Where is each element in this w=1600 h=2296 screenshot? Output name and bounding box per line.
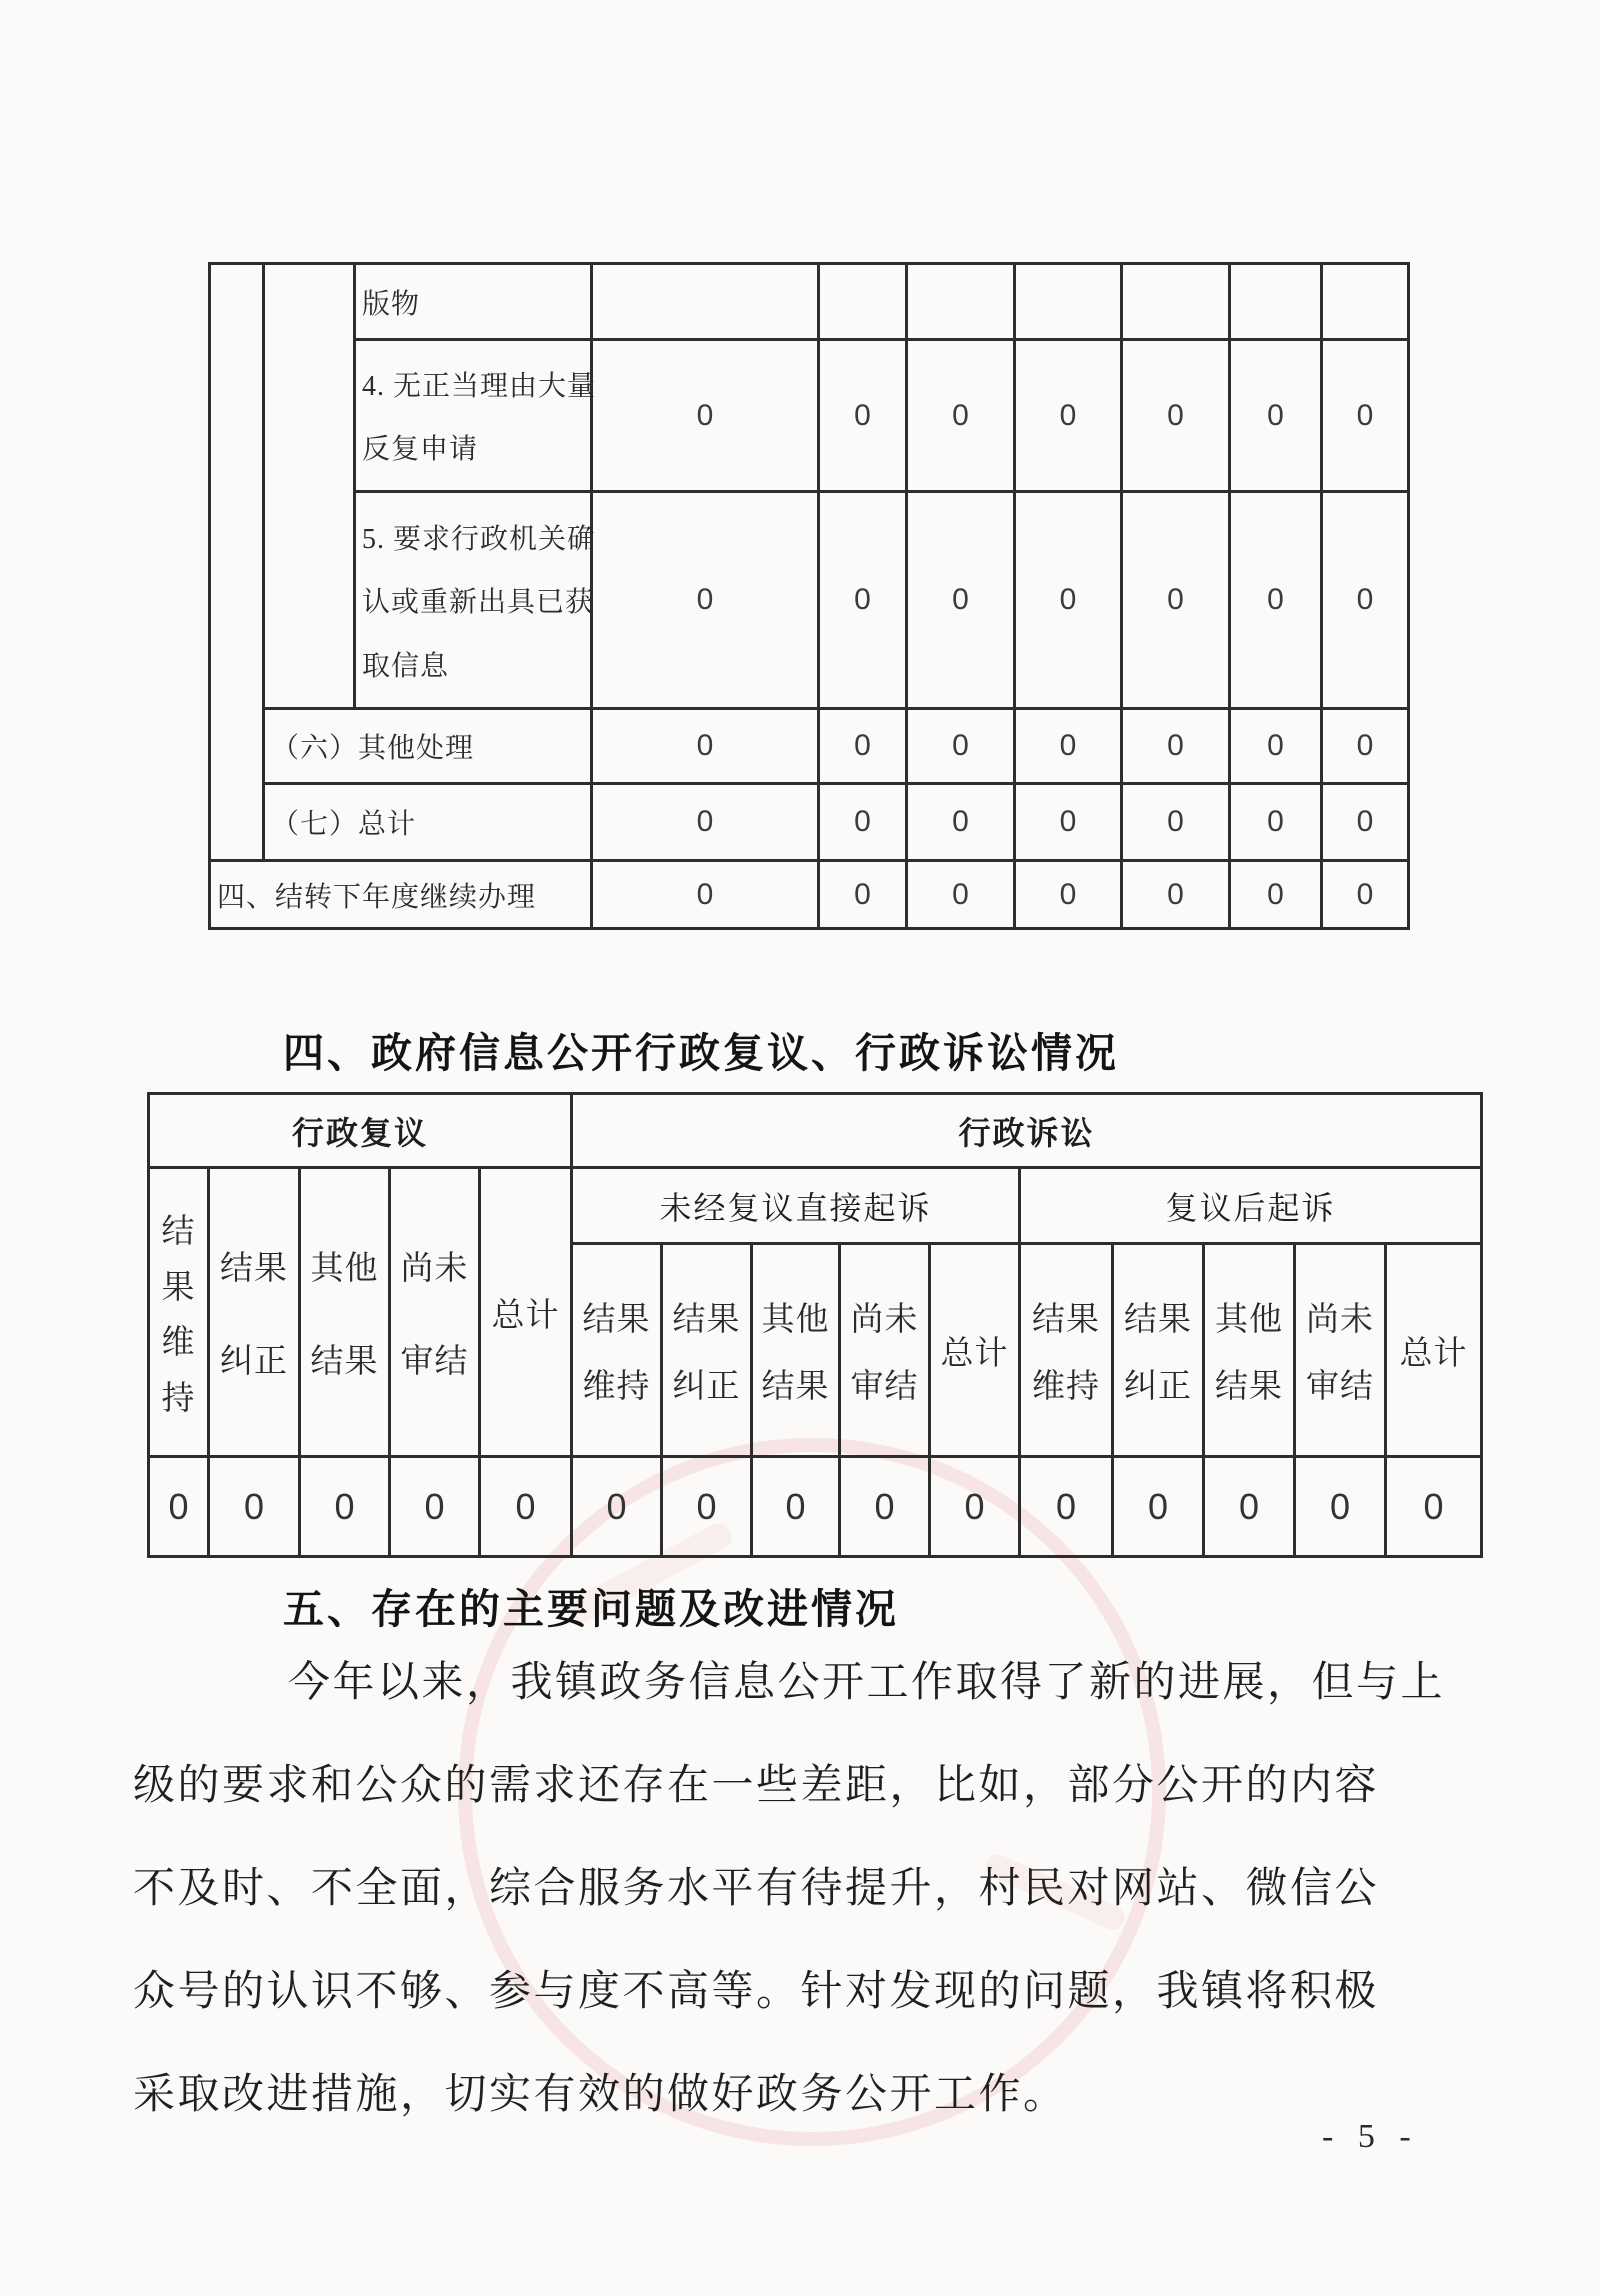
- table1-value-cell: 0: [1231, 341, 1323, 493]
- table1-value-cell: 0: [908, 785, 1016, 862]
- section-5-heading: 五、存在的主要问题及改进情况: [283, 1586, 899, 1632]
- table2-header-direct-suit: 其他 结果: [753, 1245, 841, 1458]
- table1-value-cell: 0: [820, 862, 908, 930]
- table1-value-cell: 0: [908, 341, 1016, 493]
- table1-value-cell: 0: [1323, 862, 1410, 930]
- table2-value-cell: 0: [481, 1458, 573, 1558]
- table1-value-cell: 0: [1016, 710, 1123, 785]
- table2-header-direct-suit: 尚未 审结: [841, 1245, 931, 1458]
- table2-header-review: 总计: [481, 1169, 573, 1458]
- paragraph-line: 今年以来，我镇政务信息公开工作取得了新的进展，但与上: [288, 1660, 1446, 1706]
- table1-value-cell: [908, 265, 1016, 341]
- page-number: - 5 -: [1322, 2118, 1419, 2155]
- table2-header-direct-suit: 结果 纠正: [663, 1245, 753, 1458]
- table1-value-cell: 0: [1016, 341, 1123, 493]
- table2-header-review: 尚未 审结: [391, 1169, 481, 1458]
- table1-value-cell: 0: [1123, 493, 1231, 710]
- table2-value-cell: 0: [1021, 1458, 1114, 1558]
- table2-header-review: 其他 结果: [301, 1169, 391, 1458]
- table1-value-cell: [1231, 265, 1323, 341]
- section-4-heading: 四、政府信息公开行政复议、行政诉讼情况: [283, 1030, 1119, 1076]
- table1-value-cell: 0: [593, 785, 820, 862]
- paragraph-line: 众号的认识不够、参与度不高等。针对发现的问题，我镇将积极: [133, 1969, 1380, 2015]
- table1-value-cell: 0: [908, 493, 1016, 710]
- table1-empty-rowspan-cell: [265, 265, 356, 710]
- table1-value-cell: 0: [1323, 785, 1410, 862]
- table1-value-cell: 0: [1323, 341, 1410, 493]
- table1-row-label: （七）总计: [265, 785, 593, 862]
- table1-row-label: 5. 要求行政机关确 认或重新出具已获 取信息: [356, 493, 593, 710]
- review-litigation-table: [147, 1092, 1483, 1558]
- table1-value-cell: 0: [593, 862, 820, 930]
- table1-value-cell: 0: [820, 341, 908, 493]
- table1-row-label: 4. 无正当理由大量 反复申请: [356, 341, 593, 493]
- table1-value-cell: 0: [908, 710, 1016, 785]
- table2-header-after-review-suit: 总计: [1387, 1245, 1483, 1458]
- table2-value-cell: 0: [753, 1458, 841, 1558]
- table2-value-cell: 0: [391, 1458, 481, 1558]
- table1-row-label: 四、结转下年度继续办理: [211, 862, 593, 930]
- table2-value-cell: 0: [1114, 1458, 1205, 1558]
- table2-value-cell: 0: [1387, 1458, 1483, 1558]
- table2-value-cell: 0: [301, 1458, 391, 1558]
- table1-value-cell: 0: [1123, 710, 1231, 785]
- table1-value-cell: 0: [820, 710, 908, 785]
- table1-value-cell: 0: [1123, 341, 1231, 493]
- table1-value-cell: 0: [1123, 785, 1231, 862]
- table2-header-review: 结 果 维 持: [150, 1169, 210, 1458]
- table1-value-cell: 0: [1231, 785, 1323, 862]
- table2-header-direct-suit: 结果 维持: [573, 1245, 663, 1458]
- table2-value-cell: 0: [931, 1458, 1021, 1558]
- paragraph-line: 采取改进措施，切实有效的做好政务公开工作。: [133, 2072, 1068, 2118]
- table2-header-direct-suit: 总计: [931, 1245, 1021, 1458]
- table1-value-cell: 0: [820, 785, 908, 862]
- table1-value-cell: 0: [1016, 862, 1123, 930]
- table1-empty-rowspan-cell: [211, 265, 265, 862]
- table2-value-cell: 0: [573, 1458, 663, 1558]
- table1-value-cell: 0: [593, 710, 820, 785]
- after-review-suit-group-header: 复议后起诉: [1021, 1169, 1483, 1245]
- table1-value-cell: 0: [1123, 862, 1231, 930]
- table1-value-cell: 0: [593, 341, 820, 493]
- table1-value-cell: [1323, 265, 1410, 341]
- table1-row-label: （六）其他处理: [265, 710, 593, 785]
- table2-header-after-review-suit: 结果 维持: [1021, 1245, 1114, 1458]
- table1-value-cell: 0: [1231, 493, 1323, 710]
- table1-value-cell: 0: [1016, 785, 1123, 862]
- table1-value-cell: [1123, 265, 1231, 341]
- table2-value-cell: 0: [1296, 1458, 1387, 1558]
- table2-value-cell: 0: [663, 1458, 753, 1558]
- review-group-header: 行政复议: [150, 1095, 573, 1169]
- table1-value-cell: [820, 265, 908, 341]
- table1-value-cell: 0: [1231, 710, 1323, 785]
- table2-header-review: 结果 纠正: [210, 1169, 301, 1458]
- paragraph-line: 不及时、不全面，综合服务水平有待提升，村民对网站、微信公: [133, 1866, 1380, 1912]
- table1-value-cell: 0: [908, 862, 1016, 930]
- table2-header-after-review-suit: 结果 纠正: [1114, 1245, 1205, 1458]
- table1-value-cell: 0: [593, 493, 820, 710]
- table2-value-cell: 0: [210, 1458, 301, 1558]
- table2-value-cell: 0: [150, 1458, 210, 1558]
- table2-header-after-review-suit: 其他 结果: [1205, 1245, 1296, 1458]
- table1-value-cell: 0: [1231, 862, 1323, 930]
- table1-value-cell: 0: [1016, 493, 1123, 710]
- table1-row-label: 版物: [356, 265, 593, 341]
- table1-value-cell: 0: [820, 493, 908, 710]
- table1-value-cell: [1016, 265, 1123, 341]
- improvement-paragraph: [133, 1632, 1493, 2147]
- paragraph-line: 级的要求和公众的需求还存在一些差距，比如，部分公开的内容: [133, 1763, 1380, 1809]
- direct-suit-group-header: 未经复议直接起诉: [573, 1169, 1021, 1245]
- disposition-results-table: [208, 262, 1410, 930]
- table1-value-cell: 0: [1323, 493, 1410, 710]
- table1-value-cell: 0: [1323, 710, 1410, 785]
- litigation-group-header: 行政诉讼: [573, 1095, 1483, 1169]
- table1-value-cell: [593, 265, 820, 341]
- table2-value-cell: 0: [841, 1458, 931, 1558]
- table2-header-after-review-suit: 尚未 审结: [1296, 1245, 1387, 1458]
- table2-value-cell: 0: [1205, 1458, 1296, 1558]
